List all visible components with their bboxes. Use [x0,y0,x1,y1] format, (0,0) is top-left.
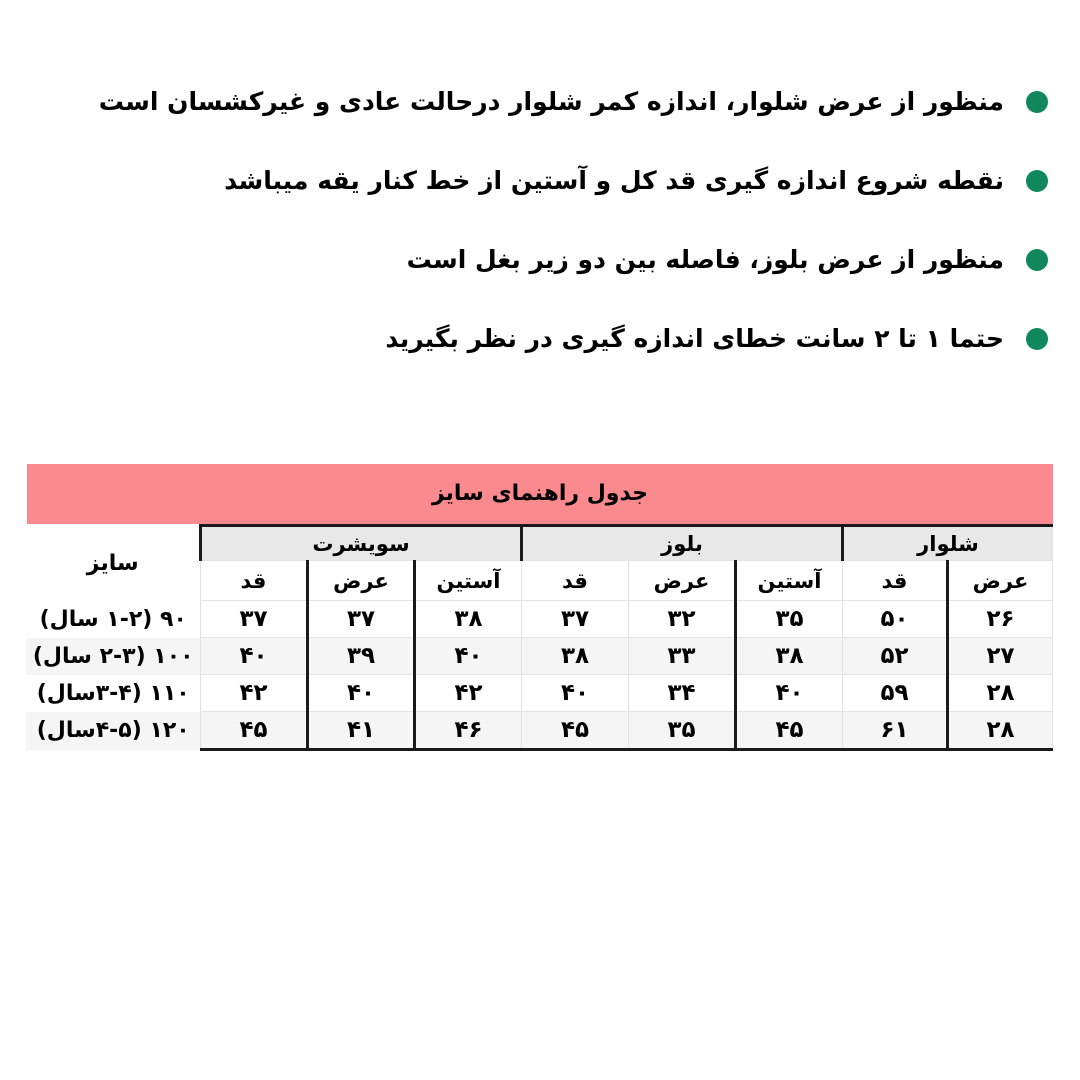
cell-sweatshirt-arz: ۳۹ [308,638,415,675]
table-group-header-row [26,526,1052,561]
cell-shalvar-ghad: ۶۱ [843,712,948,750]
cell-shalvar-ghad: ۵۰ [843,601,948,638]
cell-sweatshirt-astin: ۳۸ [415,601,522,638]
cell-boloz-ghad: ۴۰ [522,675,629,712]
cell-boloz-astin: ۴۰ [736,675,843,712]
measurement-notes-list [28,62,1052,378]
cell-sweatshirt-astin: ۴۰ [415,638,522,675]
table-row [26,675,1052,712]
sub-header-shalvar-ghad: قد [843,561,948,601]
cell-sweatshirt-arz: ۳۷ [308,601,415,638]
cell-sweatshirt-arz: ۴۱ [308,712,415,750]
group-header-sweatshirt: سویشرت [200,526,521,561]
sub-header-sweatshirt-astin: آستین [415,561,522,601]
cell-size: ۹۰ (۱-۲ سال) [26,601,200,638]
cell-boloz-ghad: ۴۵ [522,712,629,750]
cell-boloz-ghad: ۳۸ [522,638,629,675]
bullet-icon [1026,328,1048,350]
cell-sweatshirt-ghad: ۳۷ [200,601,307,638]
cell-sweatshirt-arz: ۴۰ [308,675,415,712]
cell-boloz-arz: ۳۴ [629,675,736,712]
cell-boloz-arz: ۳۳ [629,638,736,675]
cell-size: ۱۱۰ (۳-۴سال) [26,675,200,712]
cell-boloz-astin: ۳۵ [736,601,843,638]
cell-shalvar-ghad: ۵۲ [843,638,948,675]
cell-boloz-arz: ۳۲ [629,601,736,638]
cell-shalvar-arz: ۲۸ [948,675,1053,712]
cell-boloz-astin: ۳۸ [736,638,843,675]
size-guide-title: جدول راهنمای سایز [27,464,1053,524]
note-item [28,220,1052,299]
bullet-icon [1026,91,1048,113]
cell-size: ۱۲۰ (۴-۵سال) [26,712,200,750]
size-guide-table [26,524,1053,751]
note-text: نقطه شروع اندازه گیری قد کل و آستین از خط کنار یقه میباشد [224,165,1004,195]
note-text: حتما ۱ تا ۲ سانت خطای اندازه گیری در نظر بگیرید [385,323,1004,353]
column-header-size: سایز [26,526,200,601]
cell-sweatshirt-astin: ۴۲ [415,675,522,712]
cell-sweatshirt-astin: ۴۶ [415,712,522,750]
group-header-shalvar: شلوار [843,526,1053,561]
cell-size: ۱۰۰ (۲-۳ سال) [26,638,200,675]
note-text: منظور از عرض شلوار، اندازه کمر شلوار درحالت عادی و غیرکشسان است [98,86,1004,116]
cell-shalvar-arz: ۲۷ [948,638,1053,675]
cell-shalvar-arz: ۲۶ [948,601,1053,638]
table-row [26,601,1052,638]
cell-shalvar-arz: ۲۸ [948,712,1053,750]
sub-header-boloz-ghad: قد [522,561,629,601]
cell-shalvar-ghad: ۵۹ [843,675,948,712]
note-item [28,62,1052,141]
sub-header-boloz-astin: آستین [736,561,843,601]
sub-header-sweatshirt-arz: عرض [308,561,415,601]
cell-sweatshirt-ghad: ۴۰ [200,638,307,675]
cell-boloz-arz: ۳۵ [629,712,736,750]
table-row [26,712,1052,750]
cell-sweatshirt-ghad: ۴۲ [200,675,307,712]
note-text: منظور از عرض بلوز، فاصله بین دو زیر بغل است [406,244,1004,274]
cell-boloz-ghad: ۳۷ [522,601,629,638]
note-item [28,141,1052,220]
sub-header-shalvar-arz: عرض [948,561,1053,601]
bullet-icon [1026,249,1048,271]
bullet-icon [1026,170,1048,192]
cell-boloz-astin: ۴۵ [736,712,843,750]
group-header-boloz: بلوز [522,526,843,561]
sub-header-boloz-arz: عرض [629,561,736,601]
size-guide-table-container [27,464,1053,751]
table-row [26,638,1052,675]
cell-sweatshirt-ghad: ۴۵ [200,712,307,750]
note-item [28,299,1052,378]
sub-header-sweatshirt-ghad: قد [200,561,307,601]
